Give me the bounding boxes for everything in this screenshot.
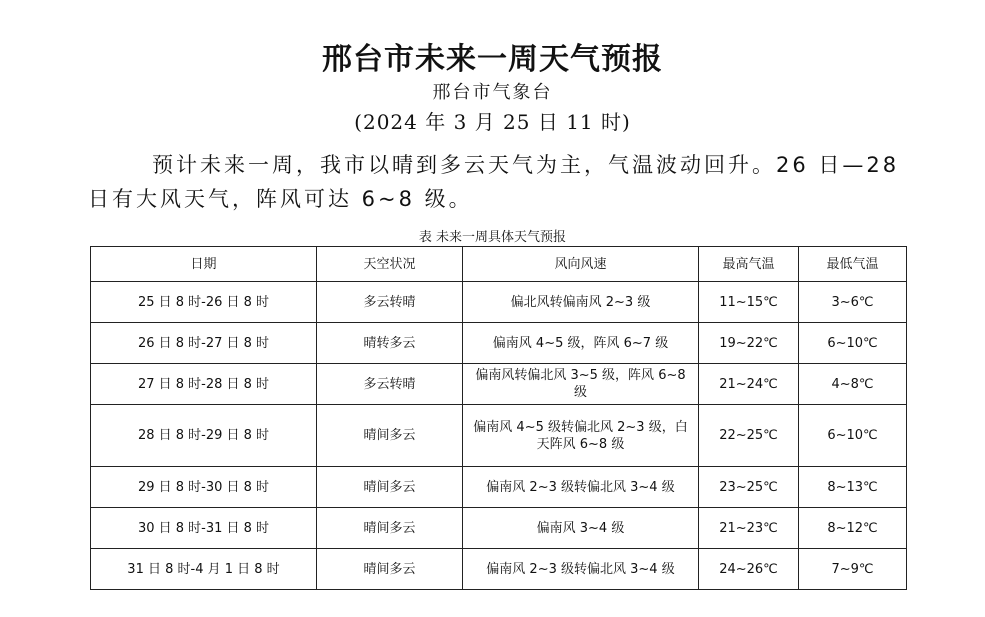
cell-min-temp: 4~8℃ xyxy=(799,364,907,405)
document-title: 邢台市未来一周天气预报 xyxy=(322,42,663,77)
cell-max-temp: 24~26℃ xyxy=(699,549,799,590)
cell-wind: 偏南风 4~5 级转偏北风 2~3 级，白天阵风 6~8 级 xyxy=(463,405,699,467)
cell-max-temp: 22~25℃ xyxy=(699,405,799,467)
cell-max-temp: 21~23℃ xyxy=(699,508,799,549)
cell-sky: 晴间多云 xyxy=(317,549,463,590)
cell-max-temp: 19~22℃ xyxy=(699,323,799,364)
cell-sky: 晴间多云 xyxy=(317,467,463,508)
cell-wind: 偏南风 2~3 级转偏北风 3~4 级 xyxy=(463,467,699,508)
cell-date: 29 日 8 时-30 日 8 时 xyxy=(91,467,317,508)
cell-sky: 多云转晴 xyxy=(317,282,463,323)
cell-wind: 偏北风转偏南风 2~3 级 xyxy=(463,282,699,323)
cell-min-temp: 3~6℃ xyxy=(799,282,907,323)
header-sky: 天空状况 xyxy=(317,247,463,282)
table-header-row xyxy=(91,247,907,282)
cell-date: 26 日 8 时-27 日 8 时 xyxy=(91,323,317,364)
cell-date: 27 日 8 时-28 日 8 时 xyxy=(91,364,317,405)
header-date: 日期 xyxy=(91,247,317,282)
forecast-table xyxy=(90,246,907,590)
cell-sky: 晴间多云 xyxy=(317,508,463,549)
table-row xyxy=(91,364,907,405)
summary-paragraph: 预计未来一周，我市以晴到多云天气为主，气温波动回升。26 日—28 日有大风天气，阵风可达 6~8 级。 xyxy=(88,153,900,211)
header-max-temp: 最高气温 xyxy=(699,247,799,282)
cell-wind: 偏南风 4~5 级，阵风 6~7 级 xyxy=(463,323,699,364)
cell-sky: 多云转晴 xyxy=(317,364,463,405)
cell-date: 28 日 8 时-29 日 8 时 xyxy=(91,405,317,467)
cell-min-temp: 7~9℃ xyxy=(799,549,907,590)
cell-min-temp: 6~10℃ xyxy=(799,323,907,364)
cell-min-temp: 6~10℃ xyxy=(799,405,907,467)
cell-max-temp: 11~15℃ xyxy=(699,282,799,323)
table-row xyxy=(91,508,907,549)
cell-sky: 晴转多云 xyxy=(317,323,463,364)
cell-wind: 偏南风 3~4 级 xyxy=(463,508,699,549)
cell-date: 31 日 8 时-4 月 1 日 8 时 xyxy=(91,549,317,590)
cell-max-temp: 23~25℃ xyxy=(699,467,799,508)
cell-min-temp: 8~12℃ xyxy=(799,508,907,549)
header-wind: 风向风速 xyxy=(463,247,699,282)
table-row xyxy=(91,467,907,508)
table-row xyxy=(91,282,907,323)
table-row xyxy=(91,549,907,590)
cell-max-temp: 21~24℃ xyxy=(699,364,799,405)
header-min-temp: 最低气温 xyxy=(799,247,907,282)
cell-wind: 偏南风 2~3 级转偏北风 3~4 级 xyxy=(463,549,699,590)
issue-time: (2024 年 3 月 25 日 11 时) xyxy=(354,110,631,134)
cell-date: 25 日 8 时-26 日 8 时 xyxy=(91,282,317,323)
issuer-name: 邢台市气象台 xyxy=(432,82,553,103)
cell-date: 30 日 8 时-31 日 8 时 xyxy=(91,508,317,549)
table-row xyxy=(91,323,907,364)
table-caption: 表 未来一周具体天气预报 xyxy=(418,230,567,245)
table-row xyxy=(91,405,907,467)
cell-wind: 偏南风转偏北风 3~5 级，阵风 6~8 级 xyxy=(463,364,699,405)
cell-min-temp: 8~13℃ xyxy=(799,467,907,508)
cell-sky: 晴间多云 xyxy=(317,405,463,467)
